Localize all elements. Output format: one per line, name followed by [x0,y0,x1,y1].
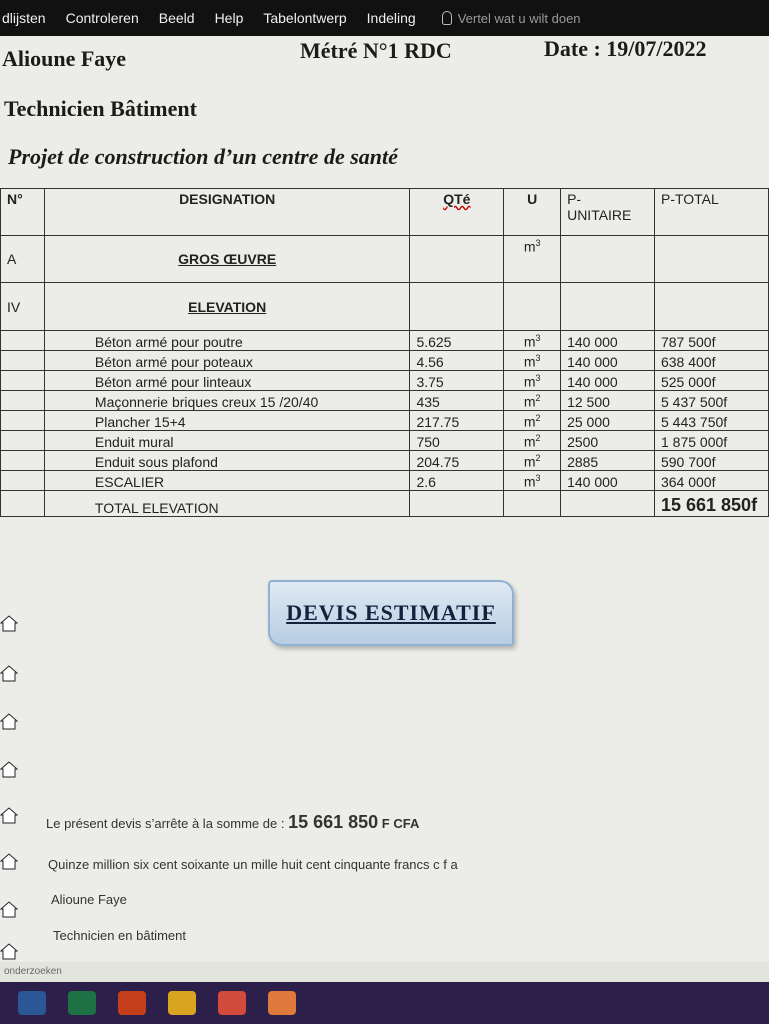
house-icon [0,712,18,730]
row-unit-price: 140 000 [561,351,655,371]
metre-table [0,188,769,517]
section-a-no: A [1,236,45,283]
total-value: 15 661 850f [654,491,768,517]
house-icon [0,614,18,632]
total-label: TOTAL ELEVATION [44,491,410,517]
table-cell [1,351,45,371]
header-unit-price-line2: UNITAIRE [567,207,632,223]
section-row-a [1,236,769,283]
row-unit-exp: 2 [535,433,541,444]
table-body [1,331,769,491]
header-unit-price-line1: P- [567,191,582,207]
document-page[interactable] [0,36,769,962]
footer-currency: F CFA [381,816,420,831]
row-unit-text: m [523,414,536,430]
house-icon [0,900,18,918]
row-total-price: 5 437 500f [654,391,768,411]
row-unit-price: 2500 [561,431,655,451]
footer-amount-line [46,812,419,833]
taskbar [0,982,769,1024]
taskbar-active-app-icon[interactable] [268,991,296,1015]
tell-me-search[interactable] [442,11,581,26]
total-row [1,491,769,517]
author-role: Technicien Bâtiment [4,96,197,121]
header-total-price: P-TOTAL [654,189,768,236]
table-cell [1,491,45,517]
row-qte: 204.75 [410,451,504,471]
header-qte [410,189,504,236]
taskbar-word-icon[interactable] [18,991,46,1015]
devis-estimatif-banner[interactable] [268,580,514,646]
tab-review[interactable]: Controleren [65,10,139,26]
table-row [1,371,769,391]
tab-help[interactable]: Help [214,10,244,26]
table-cell [410,236,504,283]
row-unit-price: 140 000 [561,371,655,391]
table-cell [1,391,45,411]
row-qte: 4.56 [410,351,504,371]
table-cell [1,371,45,391]
status-bar: onderzoeken [0,962,769,982]
table-cell [561,491,655,517]
house-icon [0,806,18,824]
banner-text: DEVIS ESTIMATIF [286,600,496,625]
taskbar-explorer-icon[interactable] [168,991,196,1015]
row-total-price: 525 000f [654,371,768,391]
row-qte: 217.75 [410,411,504,431]
table-cell [654,283,768,331]
section-a-designation [44,236,410,283]
row-unit [504,431,561,451]
row-total-price: 5 443 750f [654,411,768,431]
footer-amount-prefix: Le présent devis s’arrête à la somme de : [46,816,285,831]
row-unit [504,351,561,371]
section-iv-designation [44,283,410,331]
table-cell [410,283,504,331]
row-unit [504,411,561,431]
row-unit-text: m [523,434,536,450]
row-unit-price: 140 000 [561,331,655,351]
house-icon [0,760,18,778]
table-cell [504,491,561,517]
row-qte: 2.6 [410,471,504,491]
table-cell [1,451,45,471]
table-cell [561,236,655,283]
author-name: Alioune Faye [2,46,127,71]
table-row [1,431,769,451]
lightbulb-icon [442,11,452,25]
table-cell [504,283,561,331]
row-unit-text: m [523,374,536,390]
row-unit [504,451,561,471]
table-cell [1,471,45,491]
taskbar-excel-icon[interactable] [68,991,96,1015]
table-cell [410,491,504,517]
footer-amount: 15 661 850 [288,812,379,832]
tell-me-text: Vertel wat u wilt doen [457,10,581,26]
row-designation: Enduit sous plafond [44,451,410,471]
project-title: Projet de construction d’un centre de santé [8,144,398,169]
row-total-price: 590 700f [654,451,768,471]
tab-layout[interactable]: Indeling [366,10,416,26]
row-unit-exp: 3 [535,333,541,344]
row-unit-text: m [523,354,536,370]
row-designation: Maçonnerie briques creux 15 /20/40 [44,391,410,411]
row-total-price: 638 400f [654,351,768,371]
table-row [1,391,769,411]
section-iv-label: ELEVATION [188,298,267,315]
metre-title: Métré N°1 RDC [300,38,452,63]
row-unit-price: 25 000 [561,411,655,431]
section-a-unit-exp: 3 [535,238,541,248]
table-cell [654,236,768,283]
row-unit-price: 12 500 [561,391,655,411]
row-unit-exp: 2 [535,393,541,404]
row-designation: Béton armé pour poteaux [44,351,410,371]
tab-mailings[interactable]: dlijsten [2,10,46,26]
section-a-unit-text: m [523,238,536,255]
row-unit-text: m [523,474,536,490]
row-qte: 750 [410,431,504,451]
header-unit: U [504,189,561,236]
table-cell [1,411,45,431]
row-unit [504,331,561,351]
row-qte: 435 [410,391,504,411]
table-header-row [1,189,769,236]
taskbar-powerpoint-icon[interactable] [118,991,146,1015]
row-total-price: 787 500f [654,331,768,351]
row-unit-exp: 2 [535,453,541,464]
row-unit-exp: 2 [535,413,541,424]
table-row [1,331,769,351]
row-unit-exp: 3 [535,373,541,384]
row-unit [504,371,561,391]
table-cell [561,283,655,331]
footer-signatory-role: Technicien en bâtiment [53,928,186,943]
row-unit-text: m [523,394,536,410]
section-iv-no: IV [1,283,45,331]
document-date: Date : 19/07/2022 [544,36,707,61]
house-icon [0,664,18,682]
tab-table-design[interactable]: Tabelontwerp [263,10,347,26]
row-unit-exp: 3 [535,353,541,364]
row-unit-price: 2885 [561,451,655,471]
row-unit-text: m [523,454,536,470]
row-total-price: 1 875 000f [654,431,768,451]
header-designation: DESIGNATION [44,189,410,236]
row-designation: Béton armé pour poutre [44,331,410,351]
section-a-unit [504,236,561,283]
section-row-iv [1,283,769,331]
row-unit [504,391,561,411]
footer-amount-words: Quinze million six cent soixante un mille huit cent cinquante francs c f a [48,857,458,872]
table-row [1,451,769,471]
row-unit-exp: 3 [535,473,541,484]
ribbon-menu [0,0,769,36]
row-qte: 5.625 [410,331,504,351]
header-no: N° [1,189,45,236]
row-designation: Enduit mural [44,431,410,451]
row-total-price: 364 000f [654,471,768,491]
row-designation: ESCALIER [44,471,410,491]
house-icon [0,852,18,870]
section-a-label: GROS ŒUVRE [178,251,277,267]
tab-view[interactable]: Beeld [158,10,195,26]
row-unit-text: m [523,334,536,350]
taskbar-chrome-icon[interactable] [218,991,246,1015]
table-cell [1,331,45,351]
row-unit [504,471,561,491]
row-designation: Plancher 15+4 [44,411,410,431]
qte-label: QTé [443,191,471,207]
row-unit-price: 140 000 [561,471,655,491]
row-designation: Béton armé pour linteaux [44,371,410,391]
table-cell [1,431,45,451]
footer-signatory-name: Alioune Faye [51,892,127,907]
row-qte: 3.75 [410,371,504,391]
table-row [1,411,769,431]
table-row [1,351,769,371]
house-icon [0,942,18,960]
table-row [1,471,769,491]
header-unit-price [561,189,655,236]
